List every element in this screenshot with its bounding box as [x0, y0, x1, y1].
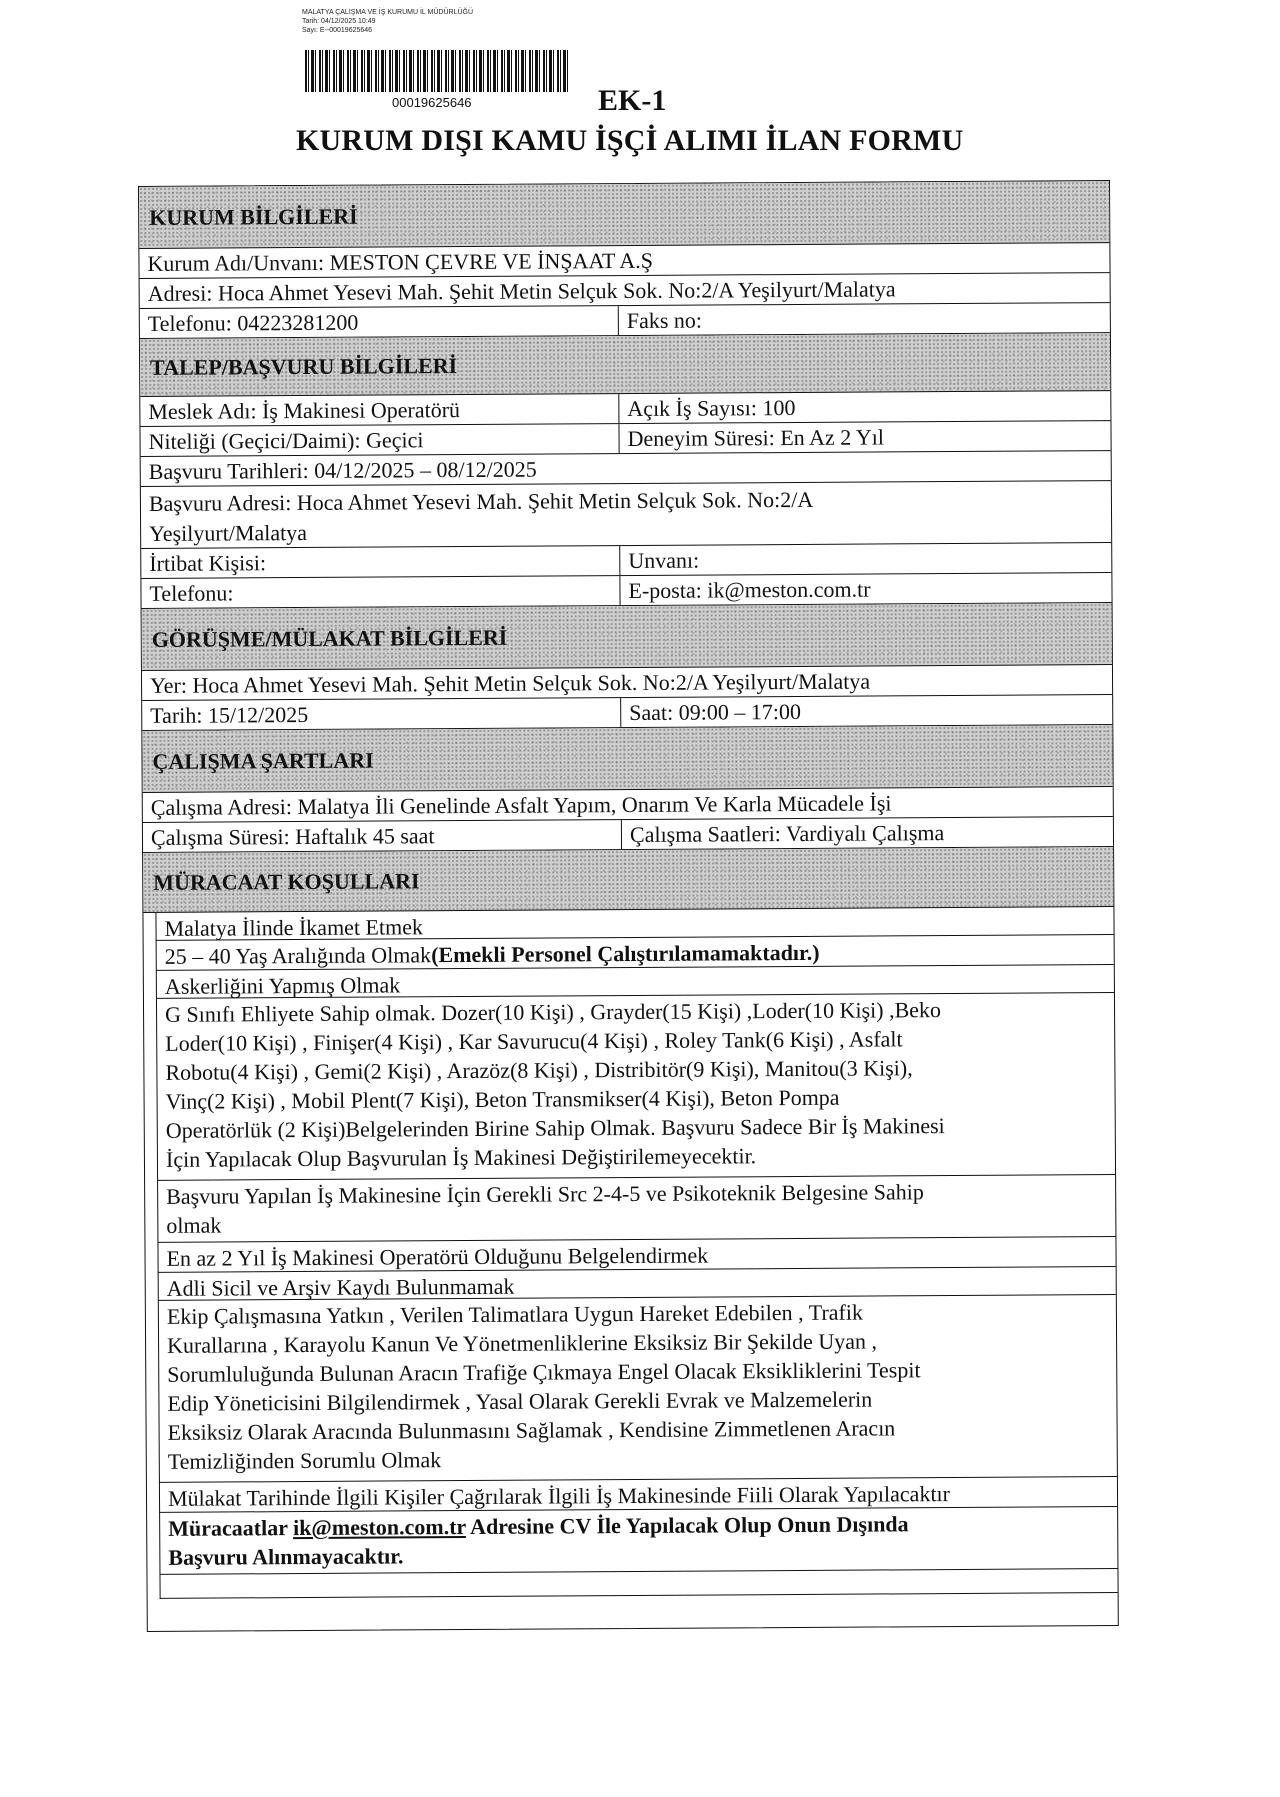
condition-line: Başvuru Yapılan İş Makinesine İçin Gerekli Src 2-4-5 ve Psikoteknik Belgesine Sahip — [166, 1179, 924, 1209]
condition-text: Müracaatlar — [168, 1515, 294, 1541]
condition-line: Sorumluluğunda Bulunan Aracın Trafiğe Çıkmaya Engel Olacak Eksikliklerini Tespit — [167, 1357, 921, 1387]
condition-line: Robotu(4 Kişi) , Gemi(2 Kişi) , Arazöz(8 Kişi) , Distribitör(9 Kişi), Manitou(3 Kişi), — [165, 1055, 913, 1085]
talep-openings: Açık İş Sayısı: 100 — [618, 391, 1110, 423]
section-header-kurum: KURUM BİLGİLERİ — [139, 181, 1109, 249]
condition-line: Başvuru Alınmayacaktır. — [168, 1543, 404, 1570]
gorusme-time: Saat: 09:00 – 17:00 — [620, 695, 1112, 727]
talep-contact: İrtibat Kişisi: — [149, 550, 267, 576]
empty-row — [159, 1569, 1117, 1599]
section-header-calisma: ÇALIŞMA ŞARTLARI — [142, 725, 1112, 793]
condition-line: İçin Yapılacak Olup Başvurulan İş Makinesi Değiştirilemeyecektir. — [165, 1143, 757, 1172]
talep-email: E-posta: ik@meston.com.tr — [619, 573, 1111, 605]
condition-line: Operatörlük (2 Kişi)Belgelerinden Birine Sahip Olmak. Başvuru Sadece Bir İş Makinesi — [165, 1113, 945, 1143]
condition-item — [156, 993, 1115, 1181]
condition-item: Askerliğini Yapmış Olmak — [156, 965, 1114, 999]
condition-text: Adresine CV İle Yapılacak Olup Onun Dışında — [465, 1511, 909, 1540]
condition-item: En az 2 Yıl İş Makinesi Operatörü Olduğunu Belgelendirmek — [157, 1237, 1115, 1273]
condition-text: 25 – 40 Yaş Aralığında Olmak — [164, 942, 432, 969]
condition-line: olmak — [166, 1212, 222, 1238]
stamp-line: Tarih: 04/12/2025 10:49 — [302, 18, 376, 25]
barcode-number: 00019625646 — [392, 95, 472, 110]
condition-item: Adli Sicil ve Arşiv Kaydı Bulunmamak — [158, 1267, 1116, 1301]
talep-dates: Başvuru Tarihleri: 04/12/2025 – 08/12/2025 — [148, 456, 537, 484]
condition-line: Loder(10 Kişi) , Finişer(4 Kişi) , Kar Savurucu(4 Kişi) , Roley Tank(6 Kişi) , Asfalt — [165, 1026, 903, 1056]
condition-note: (Emekli Personel Çalıştırılamamaktadır.) — [431, 939, 820, 968]
kurum-name: Kurum Adı/Unvanı: MESTON ÇEVRE VE İNŞAAT A.Ş — [147, 247, 653, 276]
section-header-muracaat: MÜRACAAT KOŞULLARI — [143, 847, 1113, 913]
talep-address-line: Başvuru Adresi: Hoca Ahmet Yesevi Mah. Şehit Metin Selçuk Sok. No:2/A — [148, 486, 814, 516]
condition-item — [158, 1295, 1117, 1483]
talep-title: Unvanı: — [619, 543, 1111, 575]
condition-line: Edip Yöneticisini Bilgilendirmek , Yasal Olarak Gerekli Evrak ve Malzemelerin — [167, 1386, 873, 1416]
calisma-duration: Çalışma Süresi: Haftalık 45 saat — [150, 823, 435, 850]
kurum-address: Adresi: Hoca Ahmet Yesevi Mah. Şehit Metin Selçuk Sok. No:2/A Yeşilyurt/Malatya — [147, 276, 896, 306]
gorusme-place: Yer: Hoca Ahmet Yesevi Mah. Şehit Metin Selçuk Sok. No:2/A Yeşilyurt/Malatya — [149, 668, 871, 698]
talep-experience: Deneyim Süresi: En Az 2 Yıl — [618, 421, 1110, 453]
condition-item: Mülakat Tarihinde İlgili Kişiler Çağrılarak İlgili İş Makinesinde Fiili Olarak Yapılacaktır — [159, 1477, 1117, 1513]
section-header-talep: TALEP/BAŞVURU BİLGİLERİ — [140, 333, 1110, 397]
condition-line: Eksiksiz Olarak Aracında Bulunmasını Sağlamak , Kendisine Zimmetlenen Aracın — [167, 1415, 896, 1445]
talep-type: Niteliği (Geçici/Daimi): Geçici — [148, 427, 424, 454]
condition-line: Ekip Çalışmasına Yatkın , Verilen Talimatlara Uygun Hareket Edebilen , Trafik — [166, 1299, 863, 1329]
condition-line: G Sınıfı Ehliyete Sahip olmak. Dozer(10 Kişi) , Grayder(15 Kişi) ,Loder(10 Kişi) ,Beko — [164, 997, 942, 1027]
condition-line: Vinç(2 Kişi) , Mobil Plent(7 Kişi), Beton Transmikser(4 Kişi), Beton Pompa — [165, 1084, 840, 1114]
stamp-line: Sayı: E--00019625646 — [302, 27, 373, 34]
talep-address-line: Yeşilyurt/Malatya — [149, 519, 308, 546]
calisma-address: Çalışma Adresi: Malatya İli Genelinde Asfalt Yapım, Onarım Ve Karla Mücadele İşi — [150, 790, 892, 820]
email-link[interactable]: ik@meston.com.tr — [292, 1514, 466, 1541]
page-title: KURUM DIŞI KAMU İŞÇİ ALIMI İLAN FORMU — [296, 124, 964, 157]
barcode-image — [305, 50, 570, 92]
annex-label: EK-1 — [598, 84, 667, 117]
gorusme-date: Tarih: 15/12/2025 — [150, 701, 309, 728]
condition-line: Temizliğinden Sorumlu Olmak — [167, 1447, 442, 1474]
kurum-fax: Faks no: — [618, 303, 1110, 335]
section-header-gorusme: GÖRÜŞME/MÜLAKAT BİLGİLERİ — [142, 603, 1112, 671]
talep-job: Meslek Adı: İş Makinesi Operatörü — [148, 397, 461, 424]
announcement-form — [138, 180, 1119, 1632]
condition-item — [157, 1175, 1115, 1243]
talep-phone: Telefonu: — [149, 580, 234, 606]
stamp-line: MALATYA ÇALIŞMA VE İŞ KURUMU İL MÜDÜRLÜĞÜ — [302, 9, 474, 16]
document-stamp — [302, 8, 473, 35]
condition-item: Malatya İlinde İkamet Etmek — [155, 907, 1113, 941]
condition-line: Kurallarına , Karayolu Kanun Ve Yönetmenliklerine Eksiksiz Bir Şekilde Uyan , — [167, 1328, 878, 1358]
calisma-hours: Çalışma Saatleri: Vardiyalı Çalışma — [621, 817, 1113, 849]
talep-address — [141, 481, 1111, 549]
kurum-phone: Telefonu: 04223281200 — [147, 309, 359, 336]
condition-item — [159, 1507, 1117, 1575]
